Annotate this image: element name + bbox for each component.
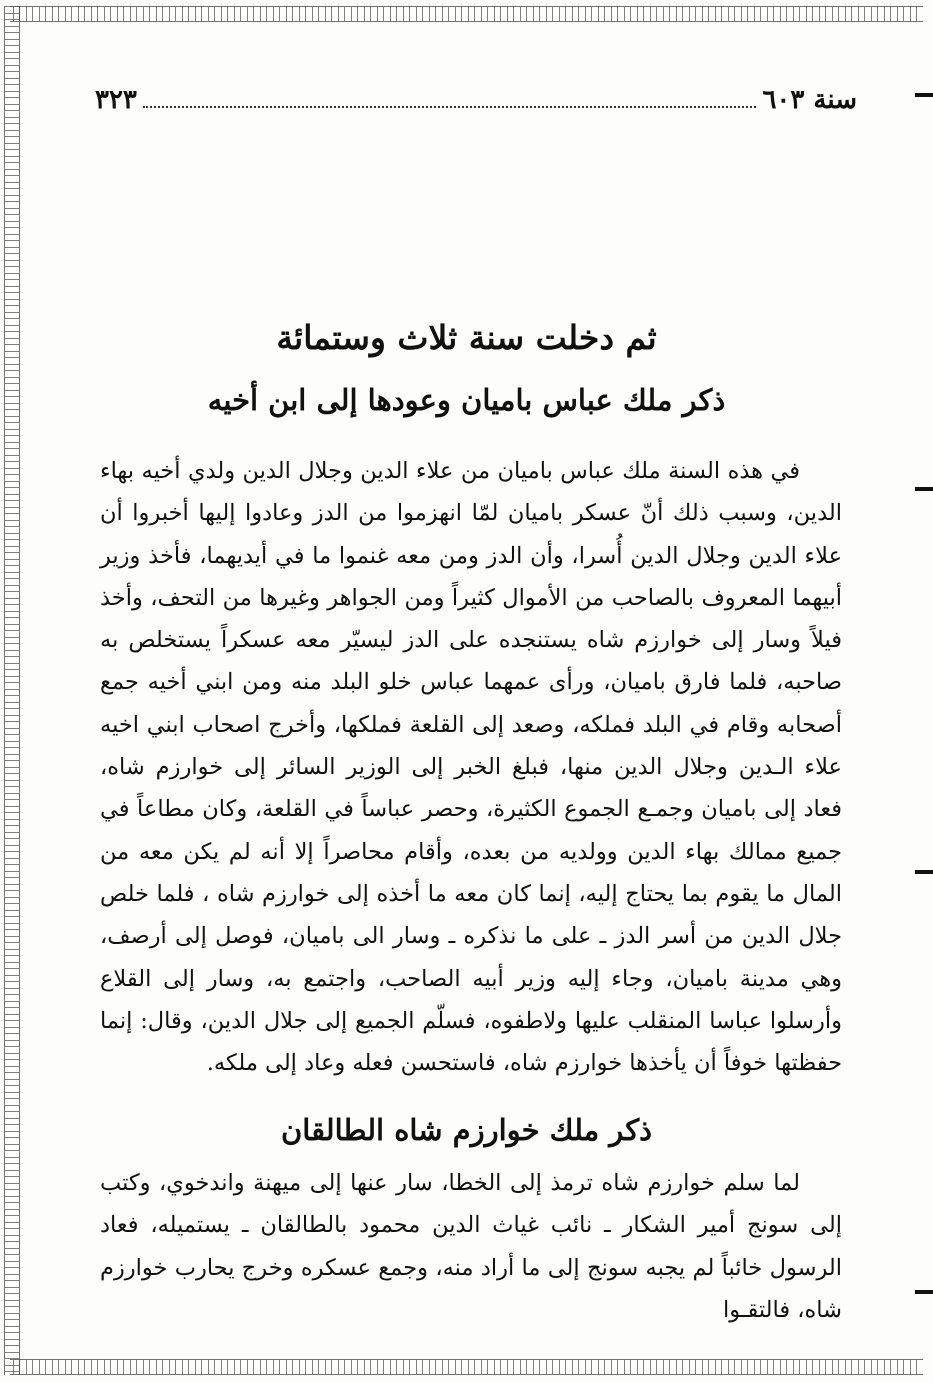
margin-tick-mark: [915, 1290, 933, 1294]
year-heading: ثم دخلت سنة ثلاث وستمائة: [276, 318, 657, 357]
section-heading-taleqan: ذكر ملك خوارزم شاه الطالقان: [280, 1113, 653, 1147]
decorative-border-top: [10, 6, 923, 22]
paragraph-taleqan: لما سلم خوارزم شاه ترمذ إلى الخطا، سار عنها إلى ميهنة واندخوي، وكتب إلى سونج أمير الشكار ـ نائب غياث الدين محمود بالطالقان ـ يستميله، فعاد الرسول خائباً لم يجبه سونج إلى ما أراد منه، وجمع عسكره وخرج يحارب خوارزم شاه، فالتقـوا: [100, 1170, 842, 1323]
paragraph-bamiyan: في هذه السنة ملك عباس باميان من علاء الدين وجلال الدين ولدي أخيه بهاء الدين، وسبب ذلك أنّ عسكر باميان لمّا انهزموا من الدز وعادوا إليها أخبروا أن علاء الدين وجلال الدين أُسرا، وأن الدز ومن معه غنموا ما في أيديهما، فأخذ وزير أبيهما المعروف بالصاحب من الأموال كثيراً ومن الجواهر وغيرها من التحف، وأخذ فيلاً وسار إلى خوارزم شاه يستنجده على الدز ليسيّر معه عسكراً يستخلص به صاحبه، فلما فارق باميان، ورأى عمهما عباس خلو البلد منه ومن ابني أخيه جمع أصحابه وقام في البلد فملكه، وصعد إلى القلعة فملكها، وأخرج اصحاب ابني اخيه علاء الـدين وجلال الدين منها، فبلغ الخبر إلى الوزير السائر إلى خوارزم شاه، فعاد إلى باميان وجمـع الجموع الكثيرة، وحصر عباساً في القلعة، وكان مطاعاً في جميع ممالك بهاء الدين وولديه من بعده، وأقام محاصراً إلا أنه لم يكن معه من المال ما يقوم بما يحتاج إليه، إنما كان معه ما أخذه إلى خوارزم شاه ، فلما خلص جلال الدين من أسر الدز ـ على ما نذكره ـ وسار الى باميان، فوصل إلى أرصف، وهي مدينة باميان، وجاء إليه وزير أبيه الصاحب، واجتمع به، وسار إلى القلاع وأرسلوا عباسا المنقلب عليها ولاطفوه، فسلّم الجميع إلى جلال الدين، وقال: إنما حفظتها خوفاً أن يأخذها خوارزم شاه، فاستحسن فعله وعاد إلى ملكه.: [100, 458, 842, 1077]
margin-tick-mark: [915, 487, 933, 491]
page-number: ٣٢٣: [95, 85, 137, 115]
decorative-border-bottom: [10, 1359, 923, 1375]
decorative-border-left: [4, 6, 20, 1375]
running-head: [95, 82, 857, 118]
margin-tick-mark: [915, 93, 933, 97]
running-head-year: سنة ٦٠٣: [762, 85, 857, 115]
margin-tick-mark: [915, 870, 933, 874]
section-heading-bamiyan: ذكر ملك عباس باميان وعودها إلى ابن أخيه: [207, 383, 726, 417]
running-head-leader-dots: [143, 92, 757, 108]
